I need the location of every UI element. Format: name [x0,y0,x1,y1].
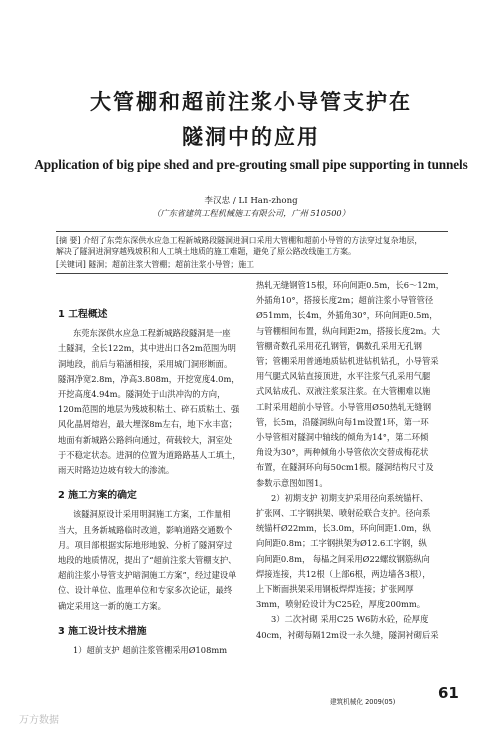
paragraph-line: 管棚奇数孔采用花孔钢管，偶数孔采用无孔钢 [256,340,422,351]
paragraph-line: 隧洞净宽2.8m，净高3.808m，开挖宽度4.0m， [58,373,240,384]
paragraph-line: 管；管棚采用普通地质钻机进钻机钻孔，小导管采 [256,356,439,367]
paragraph-line: 40cm，衬砌每隔12m设一永久缝，隧洞衬砌后采 [256,629,439,640]
page-number: 61 [438,684,459,702]
paragraph-line: 确定采用这一新的施工方案。 [58,600,166,611]
paragraph-line: 东莞东深供水应急工程新城路段隧洞是一座 [72,328,231,339]
paragraph-line: 工时采用超前小导管。小导管用Ø50热轧无缝钢 [256,401,432,412]
section-heading-3: 3 施工设计技术措施 [58,625,147,637]
section-heading-1: 1 工程概述 [58,309,108,320]
right-column [256,278,452,643]
watermark: 万方数据 [19,715,59,726]
author-line: 李汉忠 / LI Han-zhong [204,196,298,206]
paragraph-line: 焊接连接，共12根（上部6根，两边墙各3根）， [256,568,431,579]
left-column [58,307,248,658]
paragraph-line: 开挖高度4.94m。隧洞处于山洪冲沟的方向， [58,389,226,400]
paragraph-line: 当大，且务新城路临时改道，影响道路交通数个 [58,524,233,535]
paragraph-line: 雨天时路边边坡有较大的渗流。 [58,465,175,476]
paragraph-line: 超前注浆小导管支护暗洞施工方案”，经过建设单 [58,570,237,581]
affiliation-line: （广东省建筑工程机械施工有限公司，广州 510500） [152,208,350,218]
paragraph-line: Ø51mm，长4m，外插角30°，环向间距0.5m， [256,310,438,321]
paragraph-line: 扩张网、工字钢拱架、喷射砼联合支护。径向系 [256,508,431,519]
paragraph-line: 管，长5m，沿隧洞纵向每1m设置1环，第一环 [256,416,429,427]
paragraph-line: 用气腿式风钻直接顶进，水平注浆气孔采用气腿 [256,371,431,382]
paragraph-line: 洞地段，前后与箱涵相接，采用城门洞形断面。 [58,358,233,369]
journal-footer: 建筑机械化 2009(05) [330,698,396,706]
paragraph-line: 外插角10°，搭接长度2m；超前注浆小导管管径 [256,295,434,306]
paragraph-line: 该隧洞原设计采用明洞施工方案，工作量相 [72,509,231,520]
paragraph-line: 3）二次衬砌 采用C25 W6防水砼，砼厚度 [270,614,429,625]
paragraph-line: 120m范围的地层为残坡积粘土、碎石质粘土、强 [58,404,240,415]
paragraph-line: 向间距0.8m， 每榀之间采用Ø22螺纹钢筋纵向 [256,553,430,564]
paragraph-line: 式风钻成孔、双液注浆泵注浆。在大管棚难以施 [256,386,431,397]
paragraph-line: 月。项目部根据实际地形地貌、分析了隧洞穿过 [58,539,233,550]
paragraph-line: 土隧洞，全长122m，其中进出口各2m范围为明 [58,343,236,354]
abstract-line: 解决了隧洞进洞穿越残坡积和人工填土地质的施工难题，避免了原公路改线施工方案。 [56,247,356,256]
paragraph-line: 与管棚相间布置，纵向间距2m，搭接长度2m。大 [256,325,440,336]
paragraph-line: 3mm，喷射砼设计为C25砼，厚度200mm。 [256,599,426,610]
paper-title-english: Application of big pipe shed and pre-grouting small pipe supporting in tunnels [34,157,468,172]
paragraph-line: 上下断面拱架采用钢板焊焊连接；扩张网厚 [256,584,414,595]
paragraph-line: 热轧无缝钢管15根，环向间距0.5m，长6～12m， [256,280,445,290]
abstract-line: [摘 要] 介绍了东莞东深供水应急工程新城路段隧洞进洞口采用大管棚和超前小导管的方法穿过复杂地层， [56,236,423,245]
abstract-bottom-rule [56,273,448,274]
paragraph-line: 角设为30°，两种倾角小导管依次交替成梅花状 [256,447,429,458]
paragraph-line: 地面有新城路公路斜向通过，荷载较大，洞室处 [58,434,233,445]
abstract-top-rule [56,231,448,232]
paragraph-line: 1）超前支护 超前注浆管棚采用Ø108mm [72,645,228,656]
paragraph-line: 位、设计单位、监理单位和专家多次论证，最终 [58,585,233,596]
keywords-line: [关键词] 隧洞；超前注浆大管棚；超前注浆小导管；施工 [56,260,255,269]
paragraph-line: 参数示意图如图1。 [256,477,328,488]
paragraph-line: 小导管相对隧洞中轴线的倾角为14°，第二环倾 [256,432,429,443]
paragraph-line: 2）初期支护 初期支护采用径向系统锚杆、 [270,492,429,503]
paragraph-line: 风化晶屑熔岩，最大埋深8m左右，地下水丰富； [58,419,238,430]
paragraph-line: 向间距0.8m；工字钢拱架为Ø12.6工字钢，纵 [256,538,427,549]
section-heading-2: 2 施工方案的确定 [58,490,137,502]
paragraph-line: 地段的地质情况，提出了“超前注浆大管棚支护、 [58,555,237,566]
paragraph-line: 统锚杆Ø22mm，长3.0m，环向间距1.0m，纵 [256,523,431,534]
paper-title-line-1: 大管棚和超前注浆小导管支护在 [90,90,412,114]
paragraph-line: 于不稳定状态。进洞的位置为道路路基人工填土， [58,449,241,460]
paragraph-line: 布置，在隧洞环向每50cm1根。隧洞结构尺寸及 [256,462,434,473]
paper-title-line-2: 隧洞中的应用 [182,125,320,149]
